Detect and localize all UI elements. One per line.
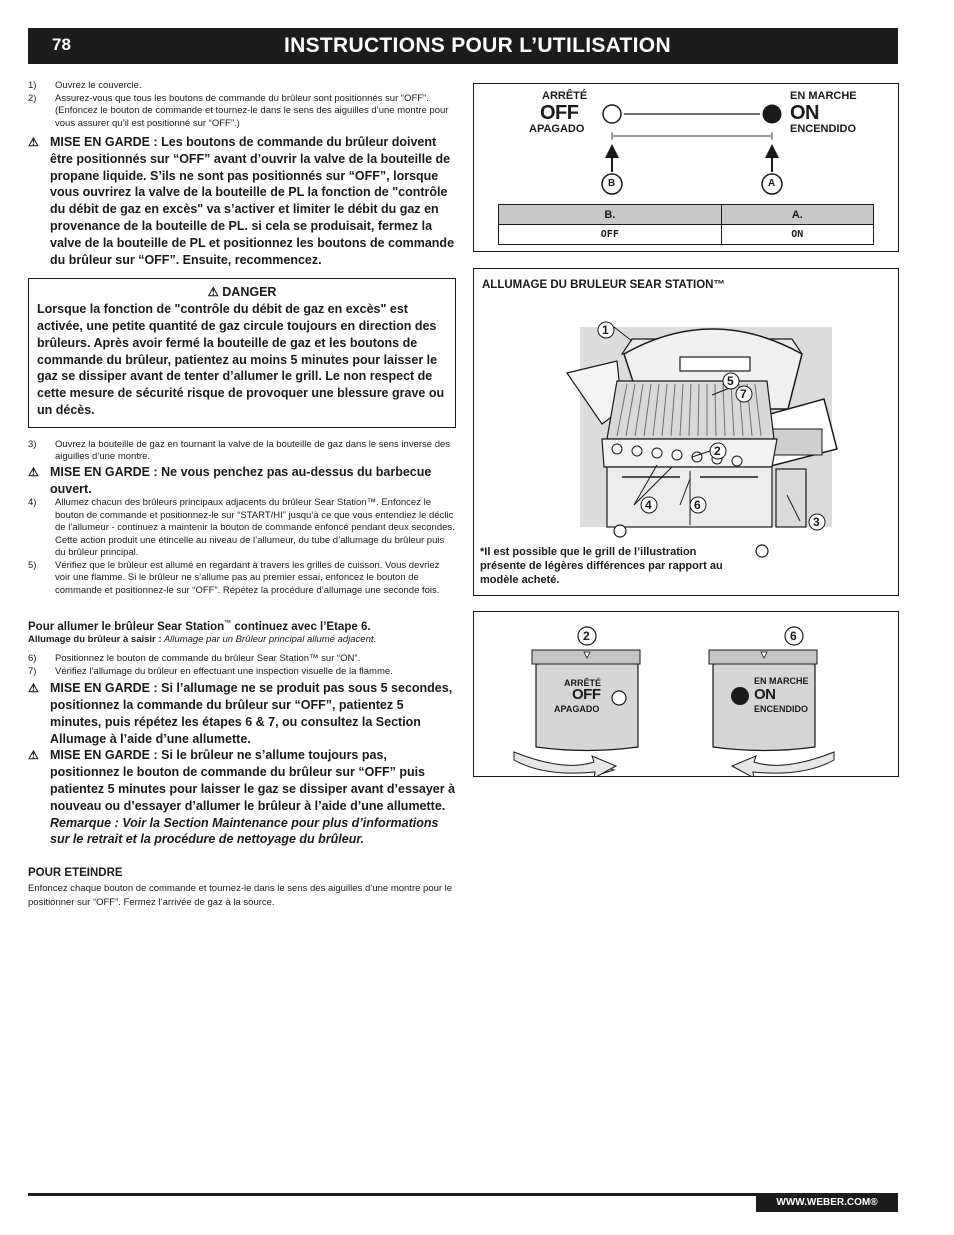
warning-triangle-icon: ⚠: [28, 748, 39, 763]
sear-panel-title: ALLUMAGE DU BRULEUR SEAR STATION™: [482, 279, 725, 291]
warning-block: ⚠ MISE EN GARDE : Si le brûleur ne s’allume toujours pas, positionnez le bouton de commande du brûleur sur “OFF” puis patientez 5 minutes pour laisser le gaz se dissiper avant d’essayer à nouveau ou d’essayer d’allumer le brûleur à l’aide d’une allumette. Remarque : Voir la Section Maintenance pour plus d’informations sur le retrait et la procédure de nettoyage du brûleur.: [28, 748, 456, 847]
table-cell: OFF: [499, 225, 722, 245]
warning-triangle-icon: ⚠: [28, 135, 39, 149]
off-circle-icon: [603, 105, 621, 123]
callout-4: 4: [645, 498, 652, 512]
on-dot-icon: [731, 687, 749, 705]
on-label: ON: [790, 102, 819, 124]
warning-triangle-icon: ⚠: [28, 681, 39, 696]
steps-list-d: [28, 653, 456, 678]
off-label: OFF: [540, 102, 579, 124]
callout-3: 3: [813, 515, 820, 529]
warning-block: ⚠ MISE EN GARDE : Les boutons de commande du brûleur doivent être positionnés sur “OFF” avant d’ouvrir la valve de la bouteille de propane liquide. S’ils ne sont pas positionnés sur “OFF”, lorsque vous ouvrirez la valve de la bouteille de PL la fonction de "contrôle du débit de gaz en excès" va s’activer et limiter le débit du gaz en provenance de la bouteille de PL. si cela se produisait, fermez la valve de la bouteille de PL et positionnez les boutons de commande du brûleur sur “OFF”. Ensuite, recommencez.: [28, 135, 455, 267]
page-header: [28, 28, 898, 64]
knob-right-bottom-label: ENCENDIDO: [754, 704, 809, 714]
knob-right-top-label: EN MARCHE: [754, 676, 809, 686]
off-label-top: ARRÊTÉ: [542, 90, 588, 102]
off-circle-icon: [612, 691, 626, 705]
knob-right-number: 6: [790, 629, 797, 643]
warning-triangle-icon: ⚠: [207, 285, 219, 300]
step-item: 1) Ouvrez le couvercle.: [28, 80, 142, 91]
table-row: [499, 205, 874, 225]
marker-a-label: A: [768, 178, 776, 189]
step-item: 7) Vérifiez l’allumage du brûleur en effectuant une inspection visuelle de la flamme.: [28, 665, 393, 677]
step-item: 6) Positionnez le bouton de commande du brûleur Sear Station™ sur “ON”.: [28, 653, 361, 665]
step-item: 2) Assurez-vous que tous les boutons de commande du brûleur sont positionnés sur “OFF”. (Enfoncez le bouton de commande et tournez-le dans le sens des aiguilles d’une montre pour vous assurer qu’il est positionné sur “OFF”.): [28, 92, 449, 129]
callout-5: 5: [727, 374, 734, 388]
callout-1: 1: [602, 323, 609, 337]
on-label-bottom: ENCENDIDO: [790, 123, 857, 135]
rotate-right-arrow-icon: [514, 752, 616, 776]
knob-position-diagram: [473, 83, 899, 252]
knob-left-bottom-label: APAGADO: [554, 704, 600, 714]
knobs-panel: [473, 611, 899, 777]
callout-2: 2: [714, 444, 721, 458]
arrow-up-icon: [605, 144, 619, 158]
knob-left-number: 2: [583, 629, 590, 643]
callout-7: 7: [740, 387, 747, 401]
step-item: 3) Ouvrez la bouteille de gaz en tournant la valve de la bouteille de gaz dans le sens inverse des aiguilles d’une montre.: [28, 438, 451, 463]
step-item: 4) Allumez chacun des brûleurs principaux adjacents du brûleur Sear Station™. Enfoncez le bouton de commande et positionnez-le sur “START/HI” jusqu’à ce que vous entendiez le déclic de l’allumeur - continuez à maintenir la bouton de commande enfoncé pendant deux secondes. Cette action produit une étincelle au niveau de l’allumeur, du tube d’allumage du brûleur puis du brûleur principal.: [28, 497, 455, 559]
knob-right-on-label: ON: [754, 686, 776, 703]
footer-url: WWW.WEBER.COM®: [756, 1194, 898, 1212]
sear-station-note: Allumage du brûleur à saisir : Allumage par un Brûleur principal allumé adjacent.: [28, 634, 377, 646]
table-header-cell: A.: [721, 205, 873, 225]
warning-triangle-icon: ⚠: [28, 464, 39, 479]
table-header-cell: B.: [499, 205, 722, 225]
callout-6: 6: [694, 498, 701, 512]
knob-arrows-graphic: [474, 84, 898, 204]
steps-list-c: [28, 497, 456, 597]
danger-heading: ⚠ DANGER: [207, 285, 277, 300]
instructions-column: [28, 80, 456, 910]
sear-station-panel: [473, 268, 899, 596]
sear-station-heading: Pour allumer le brûleur Sear Station™ continuez avec l’Etape 6.: [28, 620, 371, 634]
warning-block: ⚠ MISE EN GARDE : Ne vous penchez pas au-dessus du barbecue ouvert.: [28, 464, 432, 496]
knob-left-top-label: ARRÊTÉ: [564, 678, 602, 688]
danger-box: [28, 278, 456, 427]
warning-block: ⚠ MISE EN GARDE : Si l’allumage ne se produit pas sous 5 secondes, positionnez la commande du brûleur sur “OFF”, patientez 5 minutes, puis répétez les étapes 6 & 7, ou consultez la Section Allumage à l’aide d’une allumette.: [28, 681, 453, 746]
pour-eteindre-heading: POUR ETEINDRE: [28, 867, 123, 880]
arrow-up-icon: [765, 144, 779, 158]
danger-text: Lorsque la fonction de "contrôle du débit de gaz en excès" est activée, une petite quantité de gaz circule toujours en direction des brûleurs. Après avoir fermé la bouteille de gaz et les boutons de commande du brûleur, patientez au moins 5 minutes pour laisser le gaz se dissiper avant de tenter d’allumer le grill. Le non respect de cette mesure de sécurité risque de provoquer une blessure grave ou un décès.: [37, 302, 445, 417]
table-row: [499, 225, 874, 245]
table-cell: ON: [721, 225, 873, 245]
knob-left-off-label: OFF: [572, 686, 601, 703]
steps-list-a: [28, 80, 456, 130]
rotate-left-arrow-icon: [732, 752, 834, 776]
step-item: 5) Vérifiez que le brûleur est allumé en regardant à travers les grilles de cuisson. Vous devriez voir une flamme. Si le brûleur ne s’allume pas au premier essai, enfoncez le bouton de commande et positionnez-le sur “OFF”. Répétez la procédure d’allumage une seconde fois.: [28, 559, 440, 596]
page-title: INSTRUCTIONS POUR L’UTILISATION: [284, 34, 671, 57]
illustration-note: *Il est possible que le grill de l’illustration présente de légères différences par rapport au modèle acheté.: [480, 546, 723, 586]
on-label-top: EN MARCHE: [790, 90, 857, 102]
off-label-bottom: APAGADO: [529, 123, 585, 135]
knobs-graphic: [474, 612, 898, 776]
position-table: [498, 204, 874, 245]
on-dot-icon: [763, 105, 782, 124]
steps-list-b: [28, 439, 456, 464]
marker-b-label: B: [608, 178, 616, 189]
pour-eteindre-text: Enfoncez chaque bouton de commande et tournez-le dans le sens des aiguilles d’une montre pour le positionner sur “OFF”. Fermez l’arrivée de gaz à la source.: [28, 883, 453, 909]
page-number: 78: [52, 35, 71, 54]
